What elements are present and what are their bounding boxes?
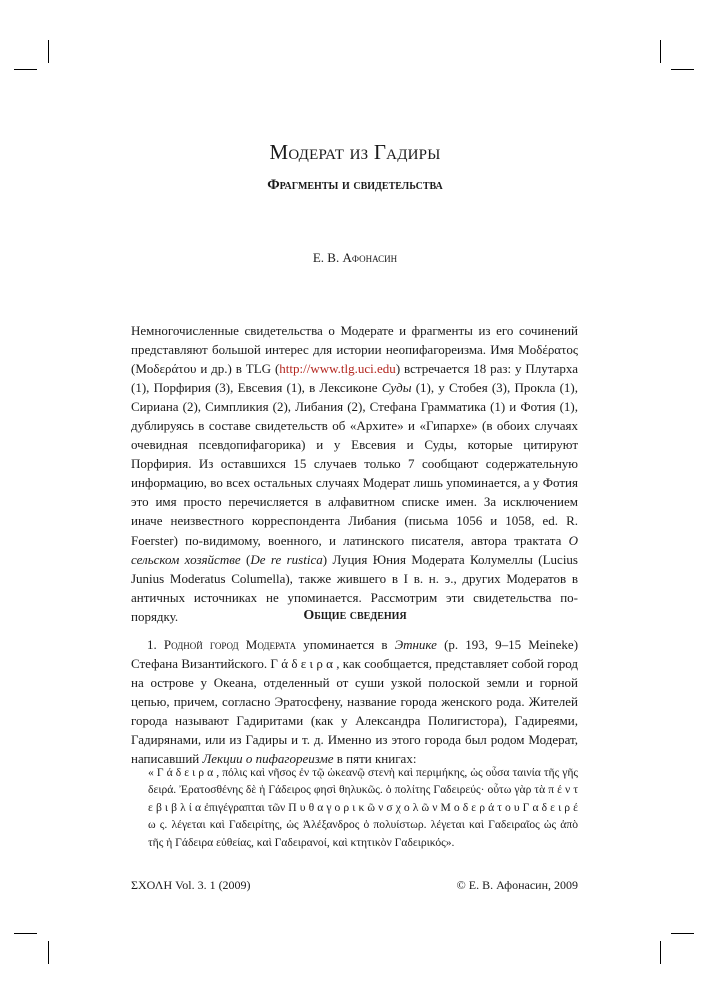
abstract-italic: О сельском хозяйстве [131, 532, 578, 567]
crop-mark [671, 933, 694, 934]
footer-journal: ΣΧΟΛΗ Vol. 3. 1 (2009) [131, 878, 251, 892]
crop-mark [14, 69, 37, 70]
paragraph-number: 1. [147, 637, 164, 652]
section-heading: Общие сведения [303, 608, 407, 623]
crop-mark [48, 941, 49, 964]
page-subtitle: Фрагменты и свидетельства [267, 177, 443, 193]
abstract-italic: De re rustica [250, 551, 323, 567]
paragraph-text: в пяти книгах: [333, 751, 417, 767]
body-paragraph [131, 635, 578, 768]
abstract-text: ) встречается 18 раз: у Плутарха (1), Порфирия (3), Евсевия (1), в Лексиконе [131, 361, 578, 396]
greek-quotation: « Γ ά δ ε ι ρ α , πόλις καὶ νῆσος ἐν τῷ ὠκεανῷ στενὴ καὶ περιμήκης, ὡς οὖσα ταινία τῆς γῆς δειρά. Ἐρατοσθένης δὲ ἡ Γάδειρος φησὶ θηλυκῶς. ὁ πολίτης Γαδειρεύς· οὗτω γὰρ τὰ π έ ν τ ε β ι β λ ί α ἐπιγέγραπται τῶν Π υ θ α γ ο ρ ι κ ῶ ν σ χ ο λ ῶ ν Μ ο δ ε ρ ά τ ο υ Γ α δ ε ι ρ έ ω ς. λέγεται καὶ Γαδειρίτης, ὡς Ἀλέξανδρος ὁ πολυίστωρ. λέγεται καὶ Γαδειραῖος ὡς ἀπὸ τῆς ἡ Γάδειρα εὐθείας, καὶ Γαδειρανοί, καὶ κτητικὸν Γαδειρικός». [148, 766, 578, 849]
abstract-text: ) Луция Юния Модерата Колумеллы (Lucius Junius Moderatus Columella), также жившего в I в. н. э., других Модератов в античных источниках не упоминается. Рассмотрим эти свидетельства по-порядку. [131, 551, 578, 624]
footer-copyright: © Е. В. Афонасин, 2009 [456, 878, 578, 892]
abstract-text: (1), у Стобея (3), Прокла (1), Сириана (2), Симпликия (2), Либания (2), Стефана Грамматика (1) и Фотия (1), дублируясь в составе свидетельств об «Архите» и «Гипархе» (в обоих случаях очевидная псевдопифагорика) и у Евсевия и Суды, которые цитируют Порфирия. Из оставшихся 15 случаев только 7 сообщают содержательную информацию, во всех остальных случаях Модерат лишь упоминается, а у Фотия это имя просто перечисляется в алфавитном списке имен. За исключением иначе неизвестного корреспондента Либания (письма 1056 и 1058, ed. R. Foerster) по-видимому, военного, и латинского писателя, автора трактата [131, 380, 578, 548]
abstract-text: Немногочисленные свидетельства о Модерате и фрагменты из его сочинений представляют большой интерес для истории неопифагореизма. Имя Μοδέρατος (Μοδεράτου и др.) в TLG ( [131, 323, 578, 377]
paragraph-text: (p. 193, 9–15 Meineke) Стефана Византийского. Γ ά δ ε ι ρ α , как сообщается, представляет собой город на острове у Океана, отделенный от суши узкой полоской земли и горной цепью, причем, согласно Эратосфену, название города женского рода. Жителей города называют Гадиритами (как у Александра Полигистора), Гадиреями, Гадирянами, или из Гадиры и т. д. Именно из этого города был родом Модерат, написавший [131, 637, 579, 767]
abstract-paragraph [131, 321, 578, 626]
author-name: Е. В. Афонасин [312, 250, 398, 265]
page-title: Модерат из Гадиры [269, 140, 441, 164]
paragraph-italic: Этнике [394, 637, 437, 652]
paragraph-lead: Родной город Модерата [163, 637, 297, 652]
tlg-link[interactable]: http://www.tlg.uci.edu [279, 361, 396, 377]
abstract-text: ( [240, 551, 251, 567]
crop-mark [660, 40, 661, 63]
paragraph-text: упоминается в [296, 637, 395, 652]
crop-mark [14, 933, 37, 934]
crop-mark [671, 69, 694, 70]
crop-mark [660, 941, 661, 964]
abstract-italic: Суды [381, 380, 412, 396]
paragraph-italic: Лекции о пифагореизме [202, 751, 334, 767]
crop-mark [48, 40, 49, 63]
